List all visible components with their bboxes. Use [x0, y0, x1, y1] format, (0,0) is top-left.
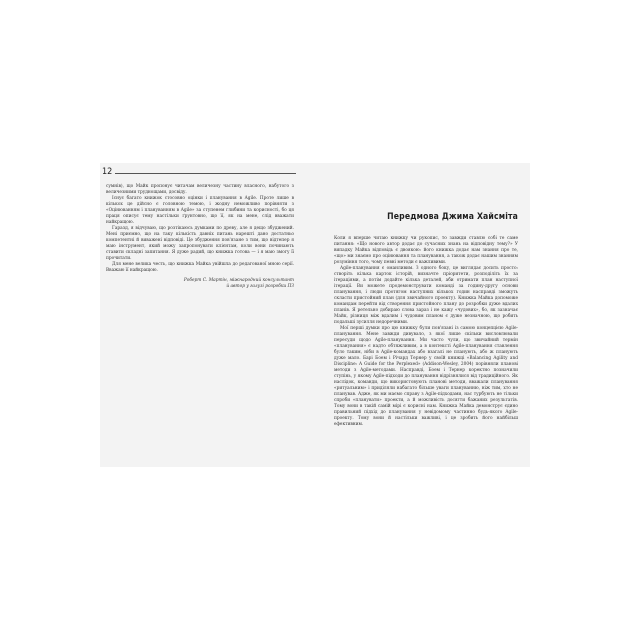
- paragraph: Коли я вперше читаю книжку чи рукопис, то завжди ставлю собі те саме питання: «Що нового автор додає до сучасних знань на відповідну тему?» У випадку Майка відповідь є двоякою: його книжка додає нам знання про те, «що» ми знаємо про оцінювання та планування, а також додає нашим знанням розуміння того, чому певні методи є важливими.: [334, 236, 518, 265]
- paragraph: Існує багато книжок стосовно оцінки і планування в Agile. Проте лише в кількох це дійсно є головною темою, і жодну неможливо порівняти з «Оцінюванням і плануванням в Agile» за ступенем глибини та корисності, бо ця праця описує тему настільки ґрунтовно, що її, як на мене, слід вважати найкращою.: [106, 196, 294, 225]
- left-page: [100, 163, 315, 467]
- paragraph: сумнів), що Майк пропонує читачам величезну частину власного, набутого з величезними труднощами, досвіду.: [106, 184, 294, 195]
- right-page-text: [334, 236, 518, 428]
- book-spread: [100, 163, 530, 467]
- page-number: 12: [102, 167, 113, 177]
- chapter-title: Передмова Джима Хайсміта: [387, 212, 518, 222]
- right-page: [315, 163, 530, 467]
- header-rule: [115, 173, 296, 174]
- paragraph: Agile-планування є оманливим. З одного боку, це виглядає досить просто: створіть кілька карток історій, визначте пріоритети, розподіліть їх за ітераціями, а потім додайте кілька деталей, аби отримати план наступної ітерації. Ви можете продемонструвати команді за годину-другу основи планування, і люди протягом наступних кількох годин насправді зможуть скласти пристойний план (для звичайного проекту). Книжка Майка допоможе командам перейти від створення пристойного плану до розробки дуже вдалих планів. Я ретельно добираю слова зараз і не кажу «чудових», бо, як зазначає Майк, різниця між вдалим і чудовим планом є дуже незначною, що робить подальші зусилля недоречними.: [334, 266, 518, 325]
- signature-line: Роберт С. Мартін, міжнародний консультант: [183, 278, 294, 283]
- paragraph: Гаразд, я відчуваю, що розтікаюсь думками по древу, але я дещо збуджений. Мені приємно, що на таку кількість давніх питань нарешті дано достатньо компетентні й виважені відповіді. Це збудження пов'язане з тим, що відтепер я маю інструмент, який можу запропонувати клієнтам, коли вони починають ставити складні запитання. Я дуже радий, що книжка готова — і я маю змогу її прочитати.: [106, 226, 294, 261]
- paragraph: Мої перші думки про цю книжку були пов'язані із самою концепцією Agile-планування. Мене завжди дивувало, з якої лише скільки висловлювали пересуди щодо Agile-планування. Ми часто чули, що звичайний термін «планування» є надто обтяжливим, а в контексті Agile-планування ставлення було таким, ніби в Agile-командах або взагалі не планують, або ж планують дуже мало. Барі Боем і Річард Тернер у своїй книжці «Balancing Agility and Discipline: A Guide for the Perplexed» (Addison-Wesley, 2004) порівняли планові методи з Agile-методами. Насправді, Боем і Тернер коректно позначили ступінь, у якому Agile-підходи до планування відрізнялися від традиційного. Як наслідок, команди, що використовують планові методи, вважали планування «ритуальним» і приділяли набагато більше уваги плануванню, ніж тим, хто не планував. Адже, як ми маємо справу з Agile-підходами, нас турбують не тільки спроби «планувати» проекти, а й можливість досягти бажаних результатів. Тому вони в такій самій мірі є корисні нам. Книжка Майка демонструє єдино правильний підхід до планування у невідомому частинно будь-якого Agile-проекту. Тому вони й настільки важливі, і це зробить його найбільш ефективним.: [334, 326, 518, 427]
- signature-line: й автор у галузі розробки ПЗ: [226, 284, 294, 289]
- left-page-text: [106, 184, 294, 290]
- signature: [106, 278, 294, 290]
- paragraph: Для мене велика честь, що книжка Майка увійшла до редагованої мною серії. Вважаю її найкращою.: [106, 262, 294, 273]
